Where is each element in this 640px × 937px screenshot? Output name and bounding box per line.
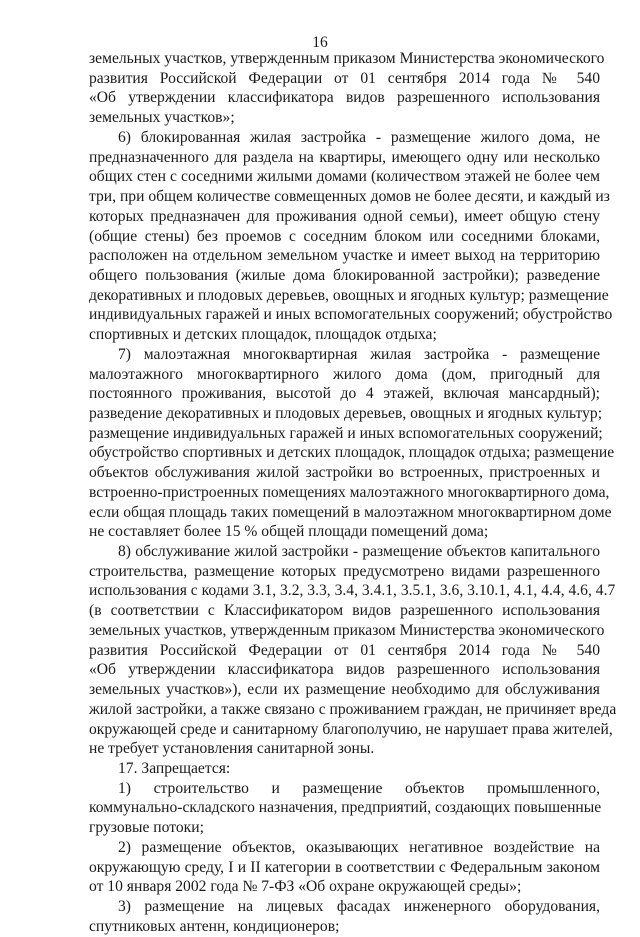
text-line: грузовые потоки; [89,819,204,837]
text-line: земельных участков, утвержденным приказом Министерства экономического [89,621,605,639]
text-line: общих стен с соседними жилыми домами (количеством этажей не более чем [89,168,600,186]
text-line: окружающей среде и санитарному благополучию, не нарушает права жителей, [89,720,613,738]
text-line: 3) размещение на лицевых фасадах инженерного оборудования, [118,898,600,915]
text-line: «Об утверждении классификатора видов разрешенного использования [89,89,600,107]
text-line: размещение индивидуальных гаражей и иных вспомогательных сооружений; [89,424,603,442]
text-line: 8) обслуживание жилой застройки - размещение объектов капитального [118,543,600,560]
text-line: если общая площадь таких помещений в малоэтажном многоквартирном доме [89,503,612,521]
text-line: не составляет более 15 % общей площади помещений дома; [89,523,489,541]
text-line: жилой застройки, а также связано с проживанием граждан, не причиняет вреда [89,700,617,718]
text-line: 1) строительство и размещение объектов промышленного, [118,779,600,797]
text-line: индивидуальных гаражей и иных вспомогательных сооружений; обустройство [89,306,613,324]
text-line: постоянного проживания, высотой до 4 этажей, включая мансардный); [89,385,600,403]
text-line: развития Российской Федерации от 01 сентября 2014 года № 540 [89,69,600,87]
text-line: развития Российской Федерации от 01 сентября 2014 года № 540 [89,641,600,659]
text-line: предназначенного для раздела на квартиры, имеющего одну или несколько [89,148,600,166]
text-line: 6) блокированная жилая застройка - размещение жилого дома, не [118,128,600,146]
text-line: три, при общем количестве совмещенных домов не более десяти, и каждый из [89,188,610,205]
text-line: не требует установления санитарной зоны. [89,740,375,758]
text-line: строительства, размещение которых предусмотрено видами разрешенного [89,562,600,580]
text-line: обустройство спортивных и детских площадок, площадок отдыха; размещение [89,444,615,462]
text-line: встроенно-пристроенных помещениях малоэтажного многоквартирного дома, [89,483,610,501]
text-line: земельных участков»), если их размещение необходимо для обслуживания [89,681,600,698]
text-line: коммунально-складского назначения, предприятий, создающих повышенные [89,799,602,817]
text-line: расположен на отдельном земельном участке и имеет выход на территорию [89,247,600,265]
text-line: малоэтажного многоквартирного жилого дома (дом, пригодный для [89,365,600,383]
text-line: 17. Запрещается: [118,759,231,777]
text-line: земельных участков, утвержденным приказом Министерства экономического [89,50,605,67]
text-line: спутниковых антенн, кондиционеров; [89,917,340,935]
text-line: земельных участков»; [89,109,235,127]
text-line: (общие стены) без проемов с соседним блоком или соседними блоками, [89,227,600,245]
text-line: объектов обслуживания жилой застройки во встроенных, пристроенных и [89,464,600,482]
text-line: разведение декоративных и плодовых деревьев, овощных и ягодных культур; [89,405,603,422]
text-line: окружающую среду, I и II категории в соответствии с Федеральным законом [89,858,600,876]
text-line: спортивных и детских площадок, площадок отдыха; [89,326,437,344]
text-line: от 10 января 2002 года № 7-ФЗ «Об охране окружающей среды»; [89,878,522,896]
text-line: декоративных и плодовых деревьев, овощных и ягодных культур; размещение [89,286,609,304]
text-line: использования с кодами 3.1, 3.2, 3.3, 3.4, 3.4.1, 3.5.1, 3.6, 3.10.1, 4.1, 4.4, 4.6, 4.7 [89,582,616,600]
text-line: (в соответствии с Классификатором видов разрешенного использования [89,602,600,620]
text-line: общего пользования (жилые дома блокированной застройки); разведение [89,266,600,284]
text-line: 2) размещение объектов, оказывающих негативное воздействие на [118,838,600,856]
text-line: которых предназначен для проживания одной семьи), имеет общую стену [89,207,600,225]
page-number: 16 [312,34,328,51]
text-line: «Об утверждении классификатора видов разрешенного использования [89,661,600,679]
text-line: 7) малоэтажная многоквартирная жилая застройка - размещение [118,345,600,363]
